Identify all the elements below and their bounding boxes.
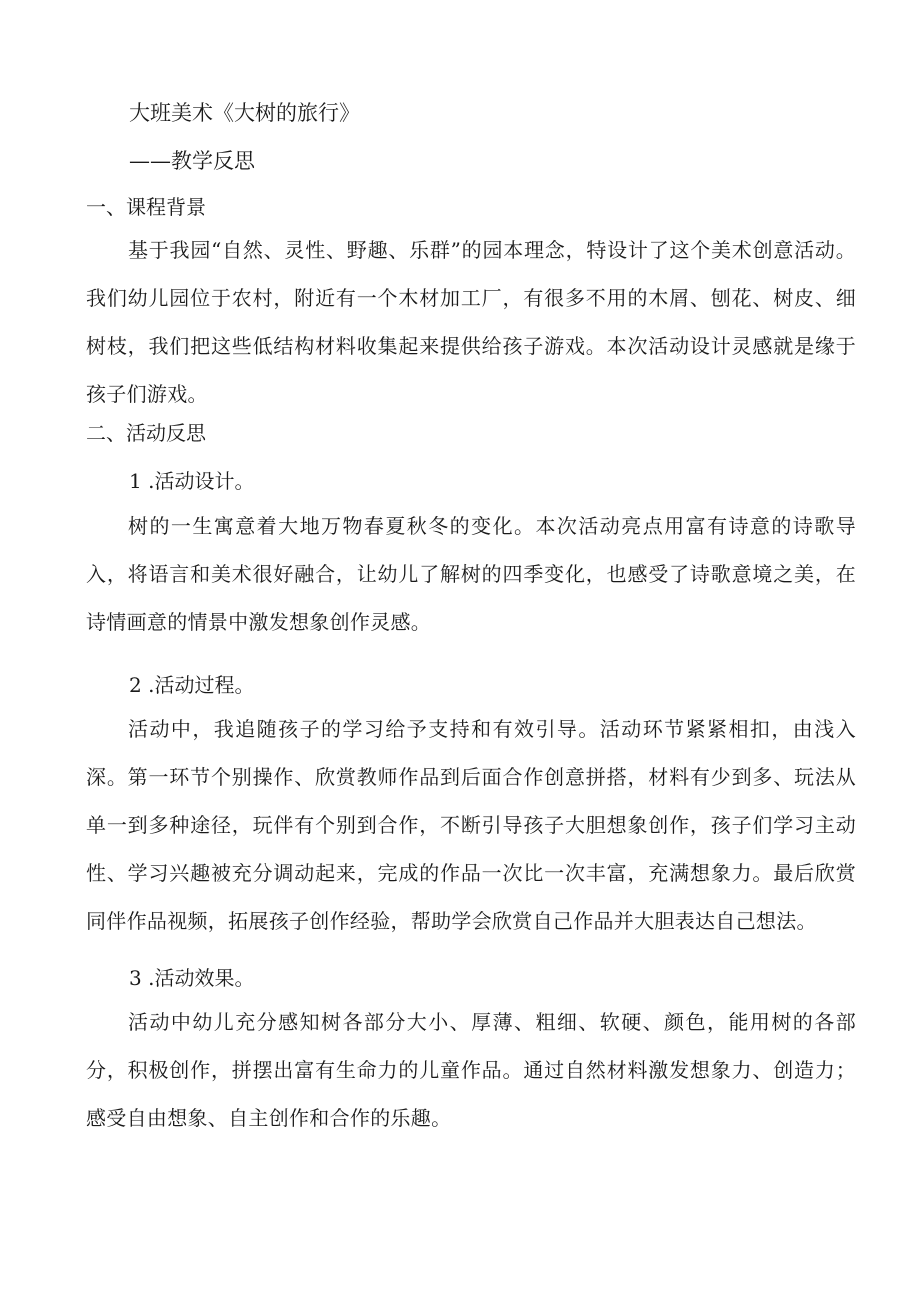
effect-paragraph: 活动中幼儿充分感知树各部分大小、厚薄、粗细、软硬、颜色，能用树的各部分，积极创作，拼摆出富有生命力的儿童作品。通过自然材料激发想象力、创造力；感受自由想象、自主创作和合作的乐趣。 (86, 1010, 856, 1130)
document-subtitle: ——教学反思 (129, 149, 255, 173)
section-heading-background: 一、课程背景 (86, 195, 206, 219)
design-paragraph: 树的一生寓意着大地万物春夏秋冬的变化。本次活动亮点用富有诗意的诗歌导入，将语言和美术很好融合，让幼儿了解树的四季变化，也感受了诗歌意境之美，在诗情画意的情景中激发想象创作灵感。 (86, 514, 856, 634)
item-label-process: 2 .活动过程。 (129, 673, 255, 697)
process-paragraph: 活动中，我追随孩子的学习给予支持和有效引导。活动环节紧紧相扣，由浅入深。第一环节个别操作、欣赏教师作品到后面合作创意拼搭，材料有少到多、玩法从单一到多种途径，玩伴有个别到合作，不断引导孩子大胆想象创作，孩子们学习主动性、学习兴趣被充分调动起来，完成的作品一次比一次丰富，充满想象力。最后欣赏同伴作品视频，拓展孩子创作经验，帮助学会欣赏自己作品并大胆表达自己想法。 (86, 717, 856, 933)
document-title: 大班美术《大树的旅行》 (129, 101, 360, 125)
section-heading-reflection: 二、活动反思 (86, 421, 206, 445)
background-paragraph: 基于我园“自然、灵性、野趣、乐群”的园本理念，特设计了这个美术创意活动。我们幼儿园位于农村，附近有一个木材加工厂，有很多不用的木屑、刨花、树皮、细树枝，我们把这些低结构材料收集起来提供给孩子游戏。本次活动设计灵感就是缘于孩子们游戏。 (86, 238, 856, 406)
item-label-design: 1 .活动设计。 (129, 469, 255, 493)
item-label-effect: 3 .活动效果。 (129, 966, 255, 990)
